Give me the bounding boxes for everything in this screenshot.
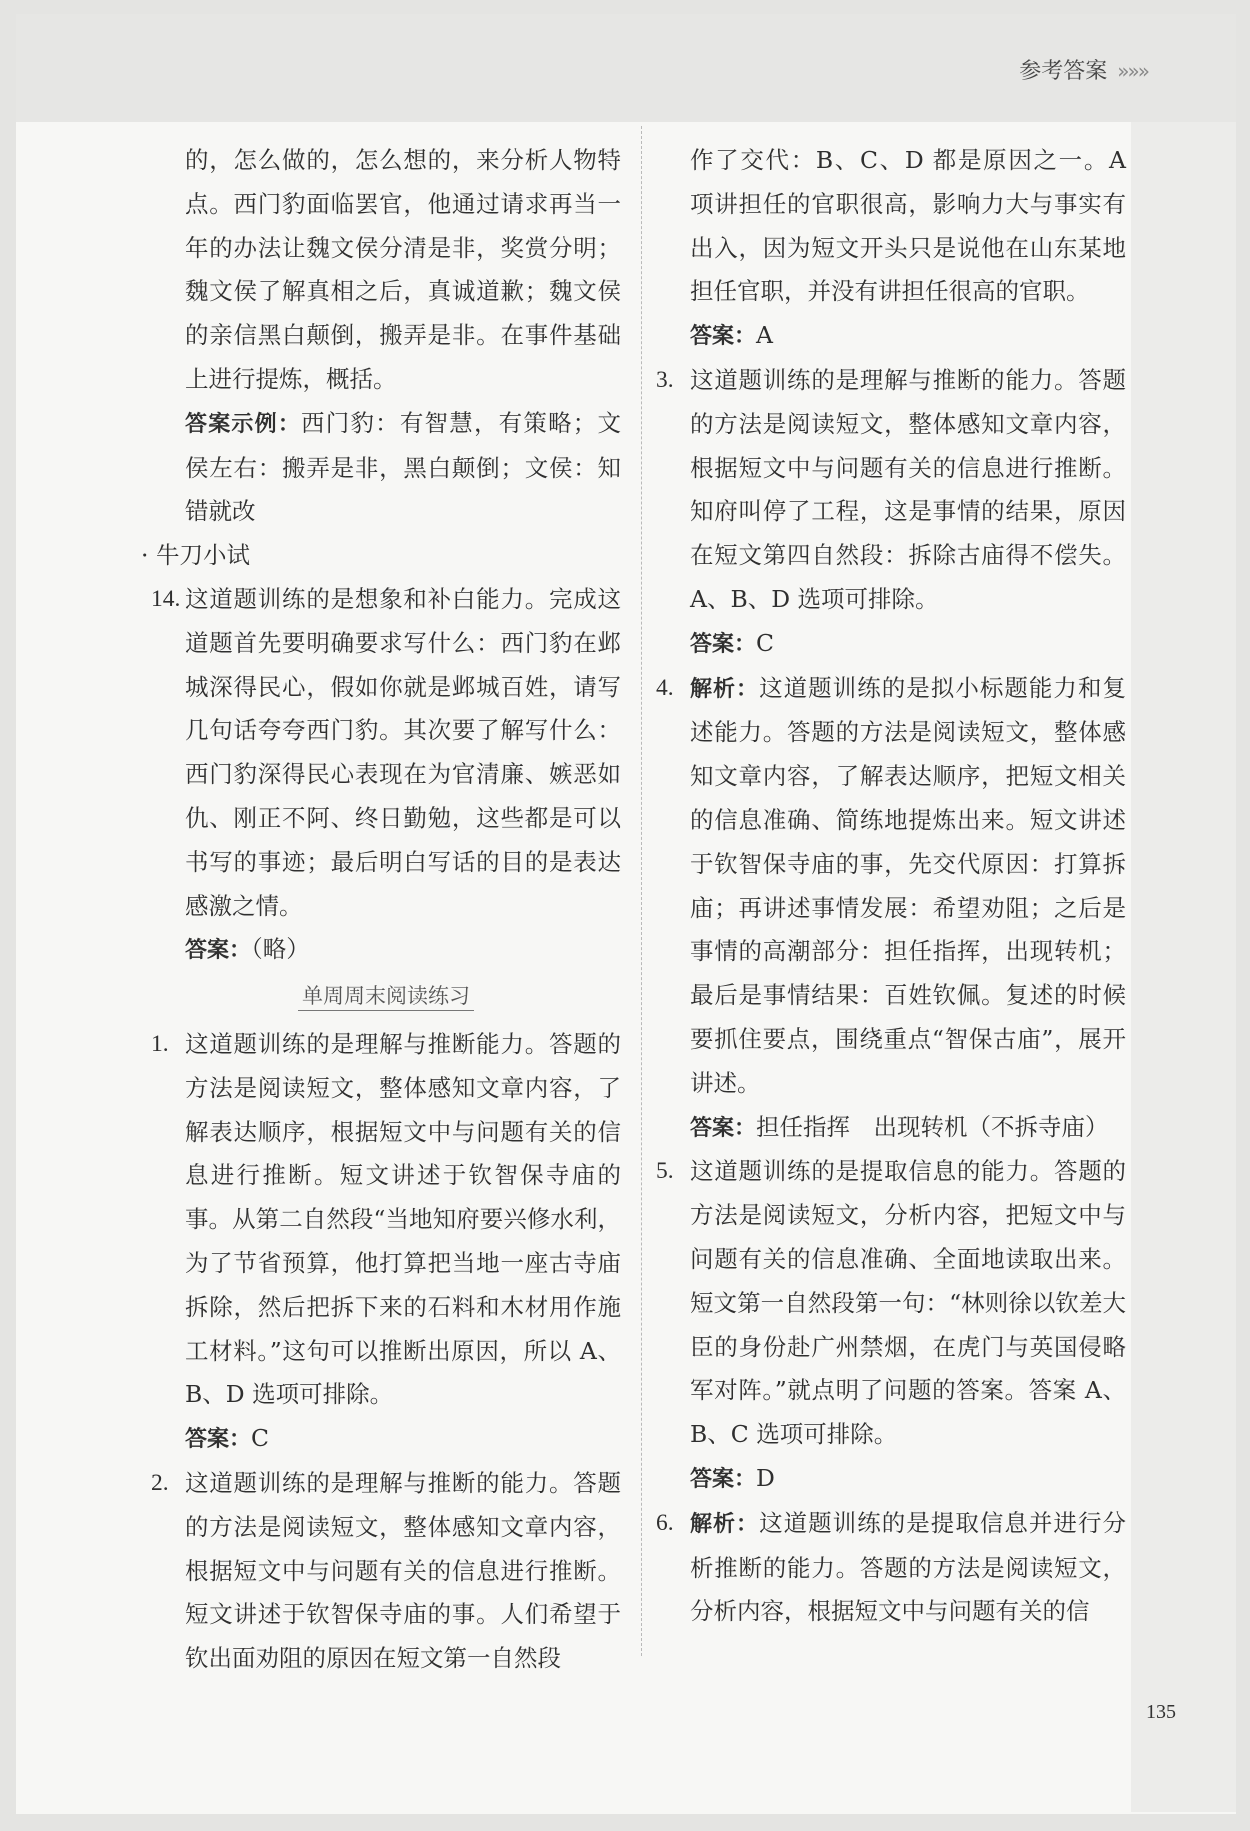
chevron-right-icon: »»» [1117, 59, 1148, 83]
analysis-label: 解析： [690, 1511, 760, 1537]
analysis-text: 这道题训练的是提取信息并进行分析推断的能力。答题的方法是阅读短文，分析内容，根据短文中与问题有关的信 [690, 1508, 1126, 1626]
answer [656, 1457, 1126, 1502]
section-title: 参考答案 [1019, 59, 1108, 84]
question-number: 3. [656, 366, 674, 393]
question-text: 这道题训练的是理解与推断的能力。答题的方法是阅读短文，整体感知文章内容，根据短文中与问题有关的信息进行推断。短文讲述于钦智保寺庙的事。人们希望于钦出面劝阻的原因在短文第一自然段 [185, 1468, 621, 1673]
analysis-text: 这道题训练的是拟小标题能力和复述能力。答题的方法是阅读短文，整体感知文章内容，了解表达顺序，把短文相关的信息准确、简练地提炼出来。短文讲述于钦智保寺庙的事，先交代原因：打算拆庙；再讲述事情发展：希望劝阻；之后是事情的高潮部分：担任指挥，出现转机；最后是事情结果：百姓钦佩。复述的时候要抓住要点，围绕重点“智保古庙”，展开讲述。 [690, 673, 1126, 1097]
question-1 [151, 1023, 621, 1417]
answer-text: C [251, 1424, 269, 1453]
question-number: 4. [656, 674, 674, 701]
analysis-label: 解析： [690, 676, 760, 702]
answer-text: D [756, 1463, 775, 1492]
right-column [656, 139, 1126, 1634]
answer-text: （略） [251, 935, 310, 964]
question-text: 这道题训练的是理解与推断的能力。答题的方法是阅读短文，整体感知文章内容，根据短文中与问题有关的信息进行推断。知府叫停了工程，这是事情的结果，原因在短文第四自然段：拆除古庙得不偿失。A、B、D 选项可排除。 [690, 365, 1126, 613]
question-14 [151, 578, 621, 928]
answer-page [16, 14, 1236, 1814]
answer [656, 1106, 1126, 1151]
question-number: 1. [151, 1030, 169, 1057]
paragraph: 的，怎么做的，怎么想的，来分析人物特点。西门豹面临罢官，他通过请求再当一年的办法让魏文侯分清是非，奖赏分明；魏文侯了解真相之后，真诚道歉；魏文侯的亲信黑白颠倒，搬弄是非。在事件基础上进行提炼，概括。 [185, 146, 621, 393]
answer-label: 答案： [690, 1115, 757, 1141]
answer-text: 担任指挥 出现转机（不拆寺庙） [756, 1112, 1109, 1141]
question-text: 这道题训练的是理解与推断能力。答题的方法是阅读短文，整体感知文章内容，了解表达顺序，根据短文中与问题有关的信息进行推断。短文讲述于钦智保寺庙的事。从第二自然段“当地知府要兴修水利，为了节省预算，他打算把当地一座古寺庙拆除，然后把拆下来的石料和木材用作施工材料。”这句可以推断出原因，所以 A、B、D 选项可排除。 [185, 1029, 621, 1409]
question-4 [656, 667, 1126, 1106]
left-column [141, 139, 621, 1681]
question-number: 6. [656, 1509, 674, 1536]
answer-label: 答案： [185, 1427, 252, 1453]
answer-text: A [756, 321, 773, 350]
header-band [16, 14, 1236, 122]
question-number: 2. [151, 1469, 169, 1496]
edge-tab [1131, 122, 1236, 1812]
answer-label: 答案示例： [185, 411, 302, 437]
question-text [690, 1502, 1126, 1634]
answer-label: 答案： [185, 938, 252, 964]
question-3 [656, 359, 1126, 622]
answer-text: C [756, 628, 774, 657]
answer-text: 西门豹：有智慧，有策略；文侯左右：搬弄是非，黑白颠倒；文侯：知错就改 [185, 408, 621, 526]
section-header [1019, 54, 1148, 85]
answer-label: 答案： [690, 1466, 757, 1492]
answer [656, 622, 1126, 667]
answer-label: 答案： [690, 631, 757, 657]
answer [656, 314, 1126, 359]
column-divider [641, 126, 642, 1656]
answer-example [151, 402, 621, 534]
subsection-title [151, 975, 621, 1019]
question-number: 14. [151, 585, 181, 612]
answer [151, 928, 621, 973]
question-5 [656, 1150, 1126, 1457]
answer-label: 答案： [690, 324, 757, 350]
question-text [690, 667, 1126, 1106]
answer [151, 1417, 621, 1462]
question-number: 5. [656, 1158, 674, 1185]
page-number: 135 [1146, 1701, 1176, 1723]
question-6 [656, 1502, 1126, 1634]
question-text: 这道题训练的是想象和补白能力。完成这道题首先要明确要求写什么：西门豹在邺城深得民心，假如你就是邺城百姓，请写几句话夸夸西门豹。其次要了解写什么：西门豹深得民心表现在为官清廉、嫉恶如仇、刚正不阿、终日勤勉，这些都是可以书写的事迹；最后明白写话的目的是表达感激之情。 [185, 584, 621, 920]
subsection-title-text: 单周周末阅读练习 [298, 984, 474, 1011]
section-heading: · 牛刀小试 [141, 541, 250, 570]
question-2 [151, 1462, 621, 1681]
question-text: 这道题训练的是提取信息的能力。答题的方法是阅读短文，分析内容，把短文中与问题有关的信息准确、全面地读取出来。短文第一自然段第一句：“林则徐以钦差大臣的身份赴广州禁烟，在虎门与英国侵略军对阵。”就点明了问题的答案。答案 A、B、C 选项可排除。 [690, 1157, 1126, 1449]
paragraph: 作了交代：B、C、D 都是原因之一。A 项讲担任的官职很高，影响力大与事实有出入，因为短文开头只是说他在山东某地担任官职，并没有讲担任很高的官职。 [690, 146, 1126, 306]
